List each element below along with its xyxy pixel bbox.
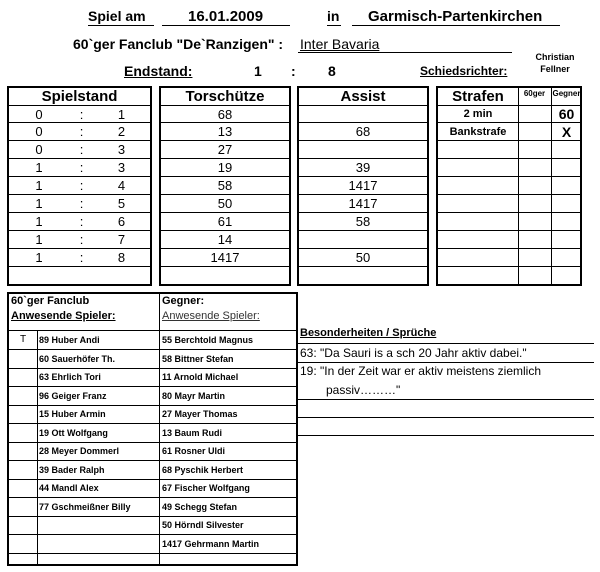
scorer-number: 58 (217, 178, 233, 193)
in-underline (327, 25, 341, 26)
spielstand-separator: : (79, 178, 84, 193)
strafen-table (436, 86, 582, 286)
penalty-away: 60 (558, 106, 575, 122)
spielstand-away: 5 (117, 196, 126, 211)
spielstand-home: 1 (35, 250, 43, 265)
home-player: 60 Sauerhöfer Th. (39, 354, 116, 364)
spielstand-away: 2 (117, 124, 126, 139)
spielstand-home: 1 (35, 178, 43, 193)
home-player: 77 Gschmeißner Billy (39, 502, 131, 512)
away-player: 27 Mayer Thomas (162, 409, 238, 419)
score-away: 8 (328, 63, 336, 79)
away-player: 11 Arnold Michael (162, 372, 239, 382)
home-marker: T (19, 334, 27, 345)
scorer-number: 13 (217, 124, 233, 139)
away-players-subtitle: Anwesende Spieler: (162, 310, 260, 322)
scorer-number: 27 (217, 142, 233, 157)
away-player: 61 Rosner Uldi (162, 446, 226, 456)
referee-last-name: Fellner (540, 64, 570, 74)
scorer-number: 14 (217, 232, 233, 247)
home-team-title: 60`ger Fanclub (11, 295, 90, 307)
fanclub-label: 60`ger Fanclub "De`Ranzigen" : (73, 36, 284, 52)
spielstand-separator: : (79, 160, 84, 175)
remark-line: 63: "Da Sauri is a sch 20 Jahr aktiv dabei." (300, 346, 527, 360)
strafen-header: Strafen (452, 88, 504, 105)
spielstand-home: 1 (35, 160, 43, 175)
spielstand-separator: : (79, 142, 84, 157)
torschuetze-table (159, 86, 291, 286)
remark-line: 19: "In der Zeit war er aktiv meistens ziemlich (300, 364, 542, 378)
spielstand-away: 7 (117, 232, 126, 247)
penalty-label: 2 min (463, 108, 493, 120)
assist-number: 58 (355, 214, 371, 229)
endstand-label: Endstand: (124, 63, 193, 79)
spielstand-away: 3 (117, 160, 126, 175)
assist-number: 50 (355, 250, 371, 265)
home-player: 28 Meyer Dommerl (39, 446, 120, 456)
assist-table (297, 86, 429, 286)
remark-line-continued: passiv………" (326, 383, 401, 397)
home-player: 44 Mandl Alex (39, 483, 99, 493)
spielstand-home: 1 (35, 232, 43, 247)
away-player: 13 Baum Rudi (162, 428, 223, 438)
spielstand-header: Spielstand (41, 88, 118, 105)
spielstand-home: 0 (35, 142, 43, 157)
score-home: 1 (254, 63, 262, 79)
scorer-number: 1417 (210, 250, 240, 265)
spielstand-home: 0 (35, 107, 43, 122)
scorer-number: 68 (217, 107, 233, 122)
home-player: 96 Geiger Franz (39, 391, 107, 401)
away-player: 67 Fischer Wolfgang (162, 483, 250, 493)
home-player: 15 Huber Armin (39, 409, 106, 419)
spielstand-home: 1 (35, 214, 43, 229)
home-players-subtitle: Anwesende Spieler: (11, 310, 116, 322)
match-date: 16.01.2009 (188, 8, 264, 25)
strafen-col-home: 60ger (523, 89, 546, 98)
spielstand-away: 4 (117, 178, 126, 193)
penalty-away: X (561, 124, 572, 140)
in-label: in (327, 8, 340, 24)
away-player: 80 Mayr Martin (162, 391, 226, 401)
date-underline (162, 25, 290, 26)
assist-header: Assist (340, 88, 386, 105)
location-underline (352, 25, 560, 26)
assist-number: 39 (355, 160, 371, 175)
away-player: 55 Berchtold Magnus (162, 335, 254, 345)
referee-label: Schiedsrichter: (420, 64, 508, 78)
opponent-underline (298, 52, 512, 53)
spielstand-away: 6 (117, 214, 126, 229)
spielstand-away: 1 (117, 107, 126, 122)
strafen-col-away: Gegner (552, 89, 581, 98)
spielstand-separator: : (79, 196, 84, 211)
penalty-label: Bankstrafe (449, 126, 507, 138)
players-table (7, 292, 298, 566)
spiel-am-underline (88, 25, 154, 26)
away-player: 49 Schegg Stefan (162, 502, 238, 512)
assist-number: 1417 (348, 196, 378, 211)
spielstand-home: 1 (35, 196, 43, 211)
score-separator: : (291, 63, 296, 79)
torschuetze-header: Torschütze (185, 88, 265, 105)
away-player: 1417 Gehrmann Martin (162, 539, 260, 549)
away-player: 50 Hörndl Silvester (162, 520, 244, 530)
spielstand-table (7, 86, 152, 286)
spiel-am-label: Spiel am (88, 8, 146, 24)
away-player: 68 Pyschik Herbert (162, 465, 244, 475)
spielstand-away: 8 (117, 250, 126, 265)
referee-first-name: Christian (535, 52, 575, 62)
spielstand-separator: : (79, 250, 84, 265)
away-team-title: Gegner: (162, 295, 205, 307)
match-location: Garmisch-Partenkirchen (368, 8, 543, 25)
assist-number: 68 (355, 124, 371, 139)
remarks-header: Besonderheiten / Sprüche (300, 327, 437, 339)
home-player: 19 Ott Wolfgang (39, 428, 108, 438)
spielstand-separator: : (79, 214, 84, 229)
away-player: 58 Bittner Stefan (162, 354, 234, 364)
scorer-number: 50 (217, 196, 233, 211)
spielstand-separator: : (79, 232, 84, 247)
home-player: 63 Ehrlich Tori (39, 372, 101, 382)
spielstand-separator: : (79, 124, 84, 139)
scorer-number: 61 (217, 214, 233, 229)
spielstand-separator: : (79, 107, 84, 122)
opponent-name: Inter Bavaria (300, 36, 380, 52)
spielstand-home: 0 (35, 124, 43, 139)
scorer-number: 19 (217, 160, 233, 175)
home-player: 39 Bader Ralph (39, 465, 105, 475)
home-player: 89 Huber Andi (39, 335, 100, 345)
assist-number: 1417 (348, 178, 378, 193)
spielstand-away: 3 (117, 142, 126, 157)
